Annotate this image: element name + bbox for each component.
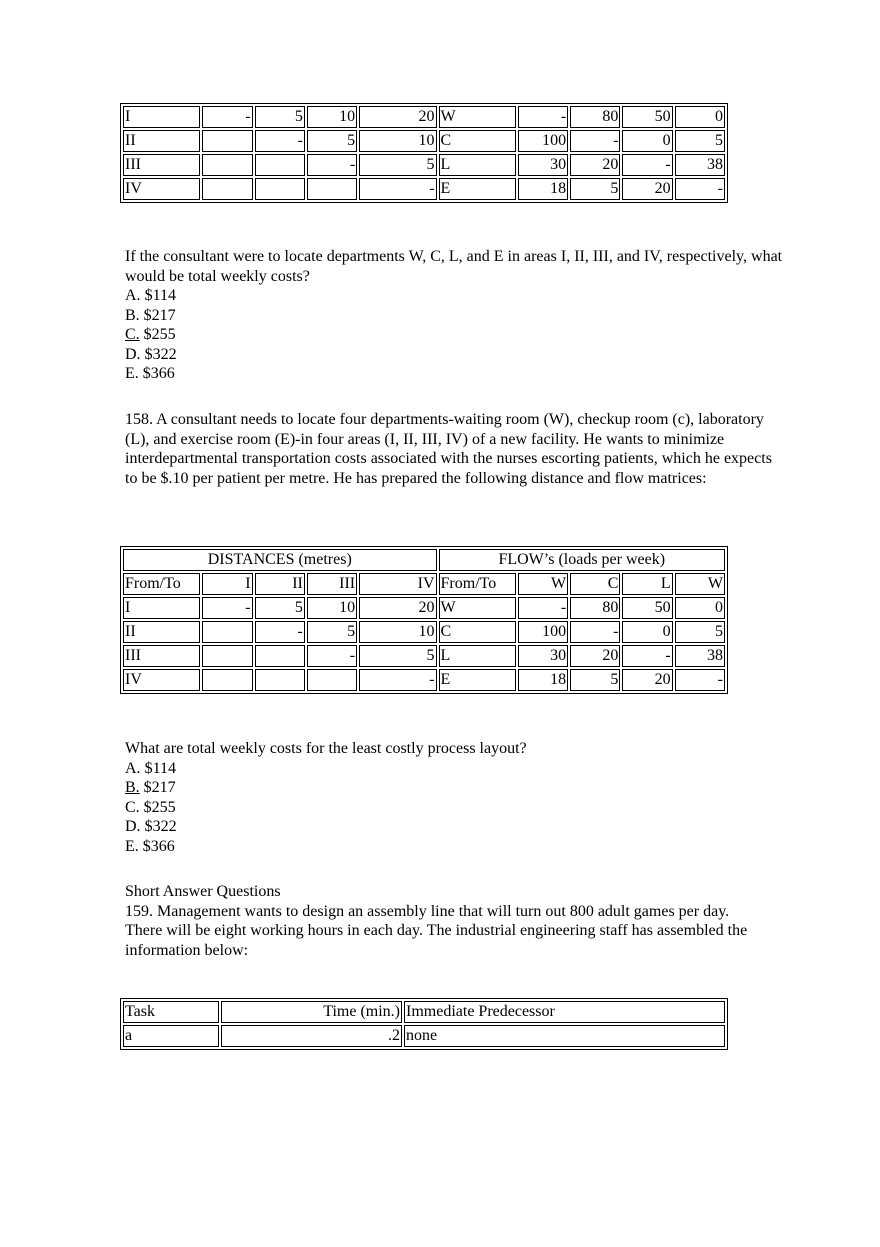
distance-flow-matrix-table <box>120 546 728 694</box>
option-b: B. $217 <box>125 779 176 796</box>
table-row: II - 5 10 C 100 - 0 5 <box>123 130 725 152</box>
question-157 <box>125 247 785 384</box>
question-158 <box>125 739 785 856</box>
task-table <box>120 998 728 1050</box>
table-row: IV - E 18 5 20 - <box>123 669 725 691</box>
option-e: E. $366 <box>125 365 175 382</box>
continued-matrix-table <box>120 103 728 203</box>
option-c: C. $255 <box>125 798 176 816</box>
distances-title: DISTANCES (metres) <box>123 549 437 571</box>
section-heading: Short Answer Questions <box>125 883 281 900</box>
option-a: A. $114 <box>125 287 176 304</box>
question-stem: What are total weekly costs for the least costly process layout? <box>125 740 527 757</box>
table-row: III - 5 L 30 20 - 38 <box>123 154 725 176</box>
option-a: A. $114 <box>125 759 176 777</box>
question-158-stem: 158. A consultant needs to locate four departments-waiting room (W), checkup room (c), laboratory (L), and exercise room (E)-in four areas (I, II, III, IV) of a new facility. He wants to minimize interdepartmental transportation costs associated with the nurses escorting patients, which he expects to be $.10 per patient per metre. He has prepared the following distance and flow matrices: <box>125 411 772 487</box>
option-d: D. $322 <box>125 345 177 363</box>
option-e: E. $366 <box>125 837 175 855</box>
table-header-row: Task Time (min.) Immediate Predecessor <box>123 1001 725 1023</box>
table-row: III - 5 L 30 20 - 38 <box>123 645 725 667</box>
option-d: D. $322 <box>125 818 177 835</box>
option-c: C. $255 <box>125 326 176 343</box>
flows-title: FLOW’s (loads per week) <box>439 549 725 571</box>
question-stem: If the consultant were to locate departments W, C, L, and E in areas I, II, III, and IV, respectively, what would be total weekly costs? <box>125 248 783 285</box>
table-title-row <box>123 549 725 571</box>
table-row: I - 5 10 20 W - 80 50 0 <box>123 106 725 128</box>
answer-marker: B. <box>125 779 140 796</box>
question-159-stem: 159. Management wants to design an assembly line that will turn out 800 adult games per day. There will be eight working hours in each day. The industrial engineering staff has assembled the information below: <box>125 902 748 959</box>
table-row: IV - E 18 5 20 - <box>123 178 725 200</box>
table-row: a .2 none <box>123 1025 725 1047</box>
table-row: I - 5 10 20 W - 80 50 0 <box>123 597 725 619</box>
short-answer-section <box>125 882 765 960</box>
answer-marker: C. <box>125 326 140 343</box>
table-row: II - 5 10 C 100 - 0 5 <box>123 621 725 643</box>
table-header-row: From/To I II III IV From/To W C L W <box>123 573 725 595</box>
option-b: B. $217 <box>125 306 176 324</box>
